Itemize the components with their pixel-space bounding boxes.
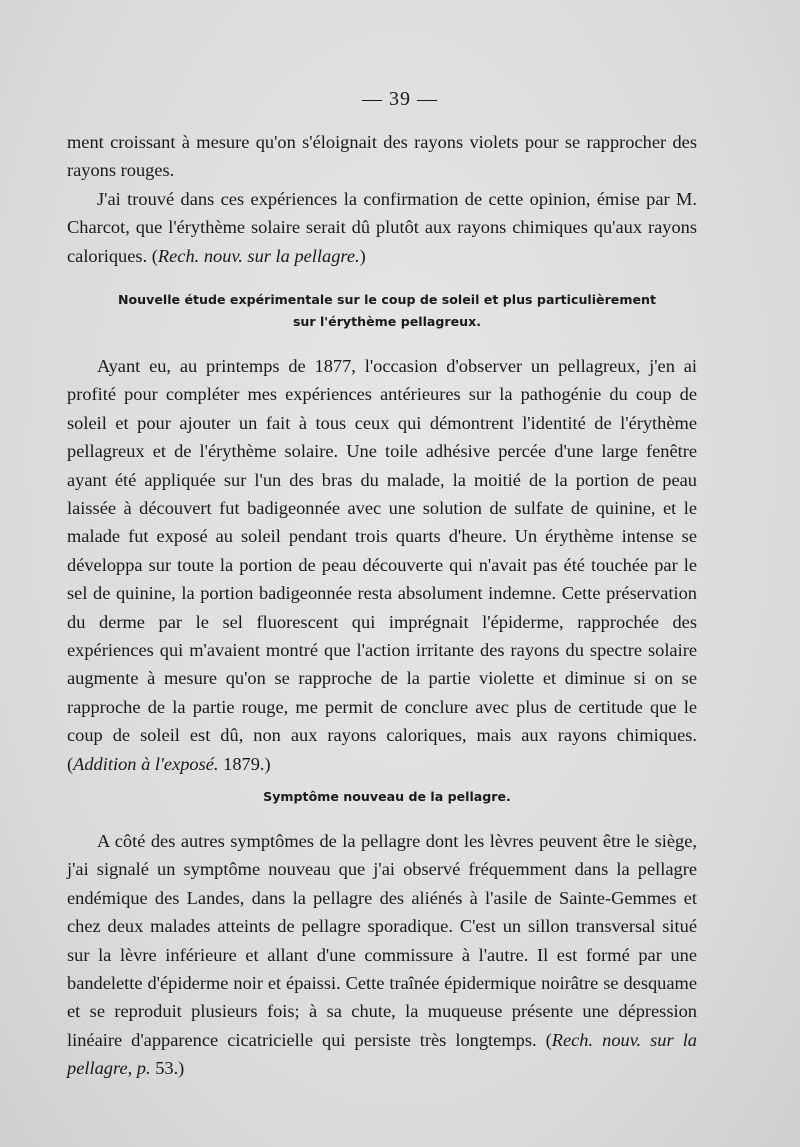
paragraph-3-ref-year: 1879.): [218, 753, 271, 774]
paragraph-4-ref-open: (: [545, 1029, 552, 1050]
paragraph-2-ref-close: ): [359, 245, 366, 266]
paragraph-symptom: [67, 827, 697, 1083]
paragraph-4-reference: Rech. nouv. sur la pellagre, p.: [67, 1029, 697, 1079]
paragraph-2-text: J'ai trouvé dans ces expériences la confirmation de cette opinion, émise par M. Charcot, que l'érythème solaire serait dû plutôt aux rayons chimiques qu'aux rayons caloriques.: [67, 189, 697, 266]
section-heading-line-2: sur l'érythème pellagreux.: [292, 314, 482, 329]
section-heading-line-1: Nouvelle étude expérimentale sur le coup de soleil et plus particulièrement: [117, 292, 656, 307]
section-heading-erytheme: [67, 289, 707, 333]
paragraph-3-text: Ayant eu, au printemps de 1877, l'occasion d'observer un pellagreux, j'en ai profité pour compléter mes expériences antérieures sur la pathogénie du coup de soleil et pour ajouter un fait à tous ceux qui démontrent l'identité de l'érythème pellagreux et de l'érythème solaire. Une toile adhésive percée d'une large fenêtre ayant été appliquée sur l'un des bras du malade, la moitié de la portion de peau laissée à découvert fut badigeonnée avec une solution de sulfate de quinine, et le malade fut exposé au soleil pendant trois quarts d'heure. Un érythème intense se développa sur toute la portion de peau découverte qui n'avait pas été touchée par le sel de quinine, la portion badigeonnée resta absolument indemne. Cette préservation du derme par le sel fluorescent qui imprégnait l'épiderme, rapprochée des expériences qui m'avaient montré que l'action irritante des rayons du spectre solaire augmente à mesure qu'on se rapproche de la partie violette et diminue si on se rapproche de la partie rouge, me permit de conclure avec plus de certitude que le coup de soleil est dû, non aux rayons caloriques, mais aux rayons chimiques.: [67, 356, 697, 746]
paragraph-charcot: [67, 185, 697, 270]
paragraph-2: [67, 185, 697, 270]
paragraph-3: [67, 352, 697, 778]
paragraph-experiment: [67, 352, 697, 778]
paragraph-4: [67, 827, 697, 1083]
paragraph-2-ref-open: (: [151, 245, 158, 266]
paragraph-4-text: A côté des autres symptômes de la pellagre dont les lèvres peuvent être le siège, j'ai signalé un symptôme nouveau que j'ai observé fréquemment dans la pellagre endémique des Landes, dans la pellagre des aliénés à l'asile de Sainte-Gemmes et chez deux malades atteints de pellagre sporadique. C'est un sillon transversal situé sur la lèvre inférieure et allant d'une commissure à l'autre. Il est formé par une bandelette d'épiderme noir et épaissi. Cette traînée épidermique noirâtre se desquame et se reproduit plusieurs fois; à sa chute, la muqueuse présente une dépression linéaire d'apparence cicatricielle qui persiste très longtemps.: [67, 831, 697, 1050]
paragraph-2-reference: Rech. nouv. sur la pellagre.: [157, 245, 360, 266]
section-heading-symptome-text: Symptôme nouveau de la pellagre.: [263, 789, 511, 804]
paragraph-3-reference: Addition à l'exposé.: [73, 753, 219, 774]
paragraph-continuation: [67, 128, 697, 185]
paragraph-4-ref-page: 53.): [150, 1058, 185, 1079]
section-heading-symptome: [67, 786, 707, 808]
page-number: — 39 —: [362, 88, 438, 110]
paragraph-1-text: ment croissant à mesure qu'on s'éloignait des rayons violets pour se rapprocher des rayons rouges.: [67, 132, 697, 181]
paragraph-3-ref-open: (: [67, 753, 74, 774]
